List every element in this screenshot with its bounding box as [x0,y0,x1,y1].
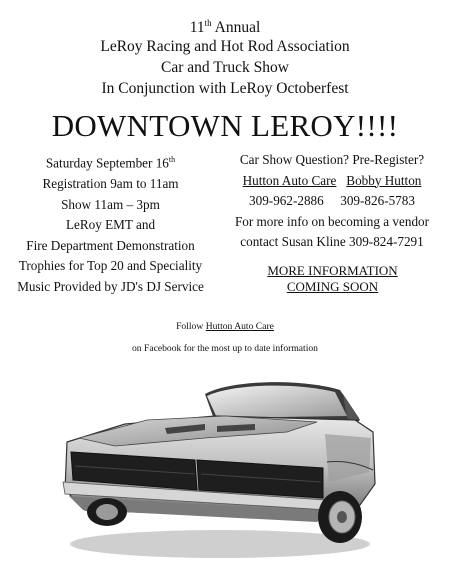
association-name: LeRoy Racing and Hot Rod Association [100,38,350,55]
trophies-line: Trophies for Top 20 and Speciality [18,258,203,274]
show-name: Car and Truck Show [161,59,289,76]
contact-hutton-auto-care[interactable]: Hutton Auto Care [242,172,337,188]
follow-link[interactable]: Hutton Auto Care [205,321,274,332]
fire-dept-line: Fire Department Demonstration [26,237,195,253]
main-title: DOWNTOWN LEROY!!!! [51,108,399,143]
edition-suffix: th [204,18,212,28]
vendor-contact: contact Susan Kline 309-824-7291 [240,234,424,250]
emt-line: LeRoy EMT and [65,217,156,233]
follow-prefix: Follow [176,321,206,332]
date-text: Saturday September 16 [45,155,169,171]
contact-bobby-hutton[interactable]: Bobby Hutton [346,172,422,188]
facebook-line: on Facebook for the most up to date information [132,343,318,354]
phone-bobby-hutton: 309-826-5783 [340,193,415,209]
conjunction-line: In Conjunction with LeRoy Octoberfest [101,80,349,97]
contact-phones [218,191,446,211]
registration-time: Registration 9am to 11am [42,175,179,191]
question-line: Car Show Question? Pre-Register? [239,152,425,167]
vendor-line: For more info on becoming a vendor [234,213,430,229]
music-line: Music Provided by JD's DJ Service [17,278,204,294]
right-column [218,150,446,252]
contact-names [218,171,446,191]
more-info-line1: MORE INFORMATION [267,263,398,278]
follow-line [0,320,450,333]
more-info-line2: COMING SOON [286,278,379,294]
date-suffix: th [168,155,176,164]
left-column [8,150,213,297]
edition-number: 11 [189,19,205,37]
event-date [8,150,213,173]
edition-line [0,13,450,38]
more-information [250,263,415,294]
phone-hutton-auto-care: 309-962-2886 [249,193,324,209]
muscle-car-drawing-icon [55,372,385,572]
show-time: Show 11am – 3pm [61,196,160,212]
edition-word: Annual [214,19,261,37]
